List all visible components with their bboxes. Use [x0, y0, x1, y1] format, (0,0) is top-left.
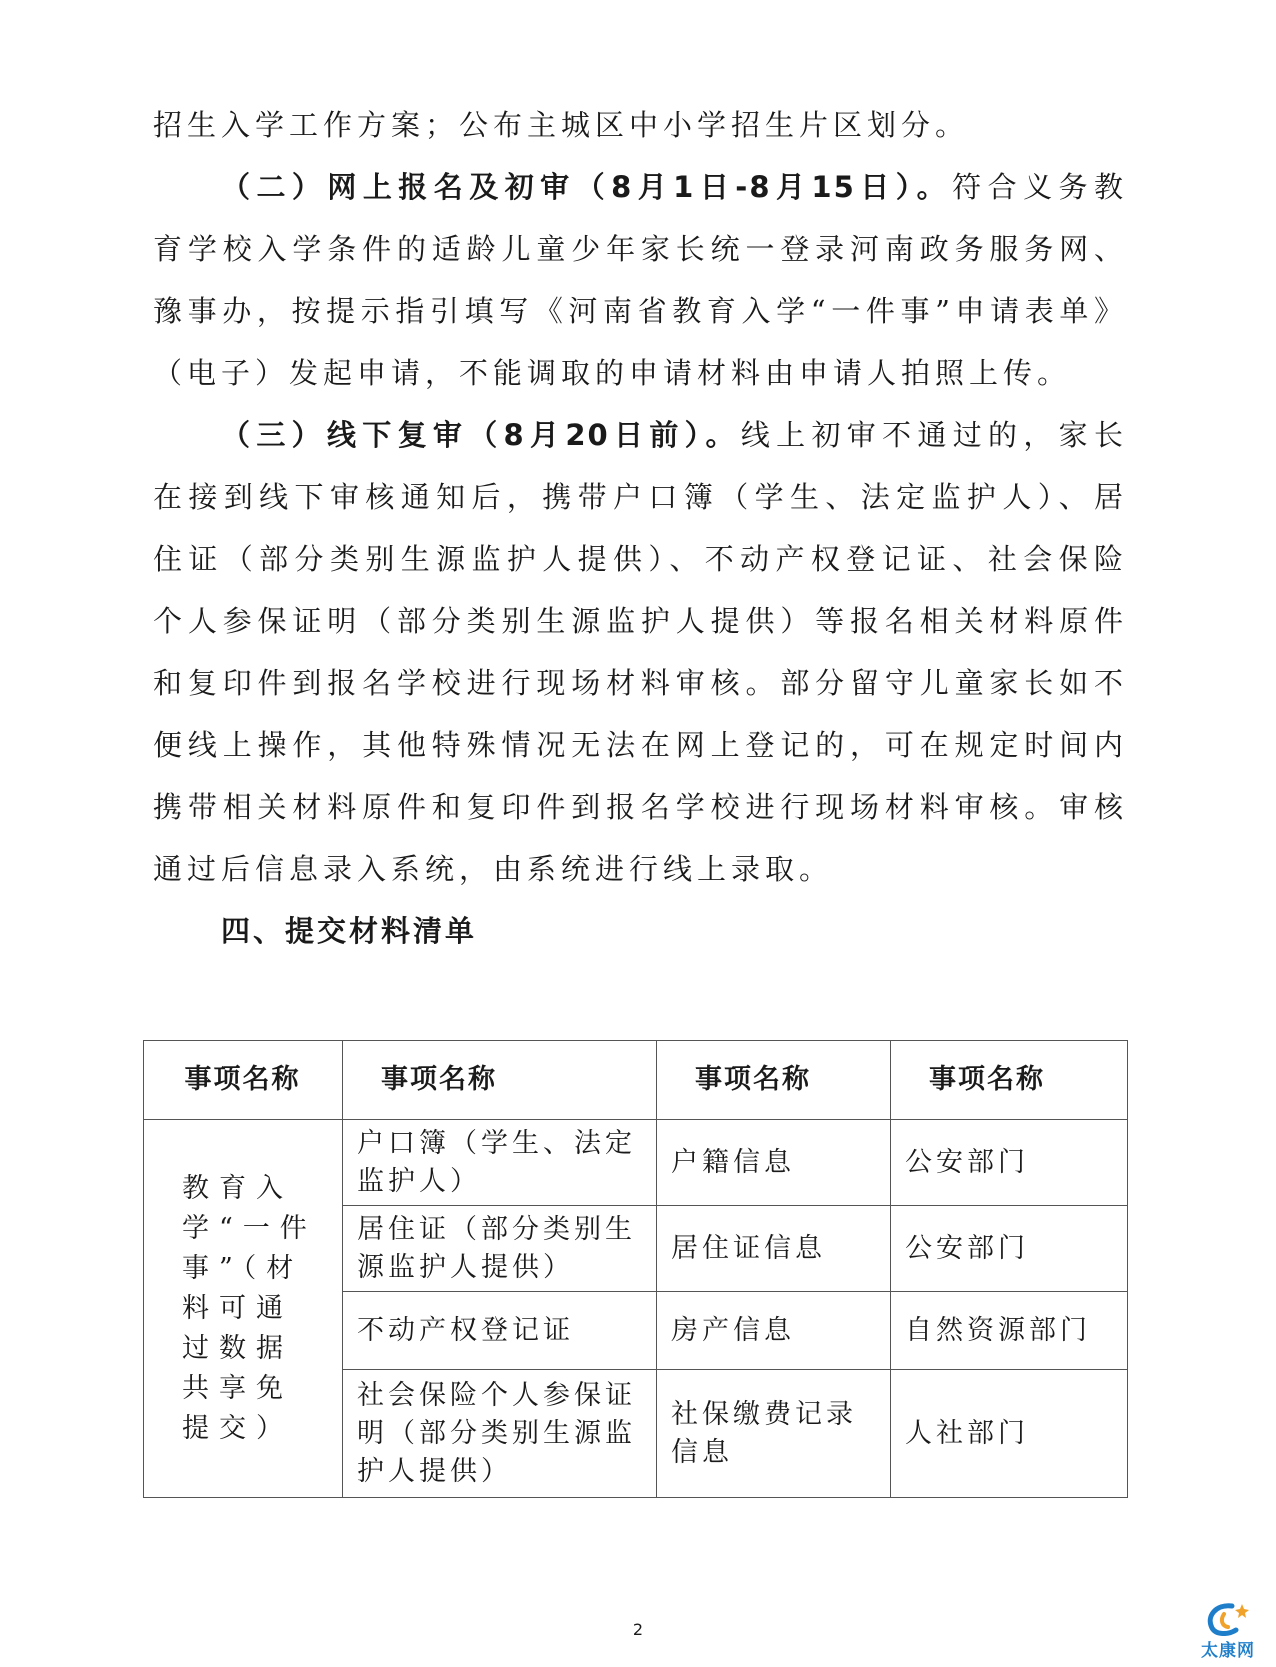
column-header: 事项名称	[144, 1041, 343, 1120]
paragraph-line: 育学校入学条件的适龄儿童少年家长统一登录河南政务服务网、	[153, 232, 1125, 266]
material-cell: 不动产权登记证	[343, 1292, 657, 1370]
department-cell: 人社部门	[891, 1370, 1128, 1498]
paragraph-line: 通过后信息录入系统，由系统进行线上录取。	[153, 852, 834, 886]
column-header: 事项名称	[657, 1041, 891, 1120]
paragraph-line: 携带相关材料原件和复印件到报名学校进行现场材料审核。审核	[153, 790, 1125, 824]
paragraph-line	[153, 167, 1125, 207]
subheading-online-registration: （二）网上报名及初审（8月1日-8月15日）。	[221, 170, 953, 204]
department-cell: 公安部门	[891, 1120, 1128, 1206]
paragraph-line: （电子）发起申请，不能调取的申请材料由申请人拍照上传。	[153, 356, 1072, 390]
info-cell: 房产信息	[657, 1292, 891, 1370]
watermark-text: 太康网	[1201, 1641, 1255, 1661]
table-header-row	[144, 1041, 1128, 1120]
paragraph-line: 住证（部分类别生源监护人提供）、不动产权登记证、社会保险	[153, 542, 1125, 576]
material-cell: 居住证（部分类别生源监护人提供）	[343, 1206, 657, 1292]
materials-table	[143, 1040, 1128, 1498]
info-cell: 社保缴费记录信息	[657, 1370, 891, 1498]
paragraph-text: 符合义务教	[952, 170, 1125, 204]
paragraph-line: 个人参保证明（部分类别生源监护人提供）等报名相关材料原件	[153, 604, 1125, 638]
category-cell: 教育入学“一件事”（材料可通过数据共享免提交）	[144, 1120, 343, 1498]
column-header: 事项名称	[343, 1041, 657, 1120]
subheading-offline-review: （三）线下复审（8月20日前）。	[221, 418, 741, 452]
site-logo-icon	[1202, 1600, 1254, 1636]
paragraph-line: 在接到线下审核通知后，携带户口簿（学生、法定监护人）、居	[153, 480, 1125, 514]
paragraph-text: 线上初审不通过的，家长	[740, 418, 1125, 452]
column-header: 事项名称	[891, 1041, 1128, 1120]
paragraph-line: 和复印件到报名学校进行现场材料审核。部分留守儿童家长如不	[153, 666, 1125, 700]
info-cell: 居住证信息	[657, 1206, 891, 1292]
department-cell: 自然资源部门	[891, 1292, 1128, 1370]
table-row	[144, 1120, 1128, 1206]
paragraph-line	[153, 415, 1125, 455]
material-cell: 社会保险个人参保证明（部分类别生源监护人提供）	[343, 1370, 657, 1498]
watermark-logo	[1190, 1598, 1266, 1660]
page-number: 2	[632, 1620, 644, 1639]
paragraph-line: 招生入学工作方案；公布主城区中小学招生片区划分。	[153, 108, 970, 142]
section-heading: 四、提交材料清单	[221, 914, 478, 948]
info-cell: 户籍信息	[657, 1120, 891, 1206]
material-cell: 户口簿（学生、法定监护人）	[343, 1120, 657, 1206]
paragraph-line: 豫事办，按提示指引填写《河南省教育入学“一件事”申请表单》	[153, 294, 1125, 328]
paragraph-line: 便线上操作，其他特殊情况无法在网上登记的，可在规定时间内	[153, 728, 1125, 762]
department-cell: 公安部门	[891, 1206, 1128, 1292]
